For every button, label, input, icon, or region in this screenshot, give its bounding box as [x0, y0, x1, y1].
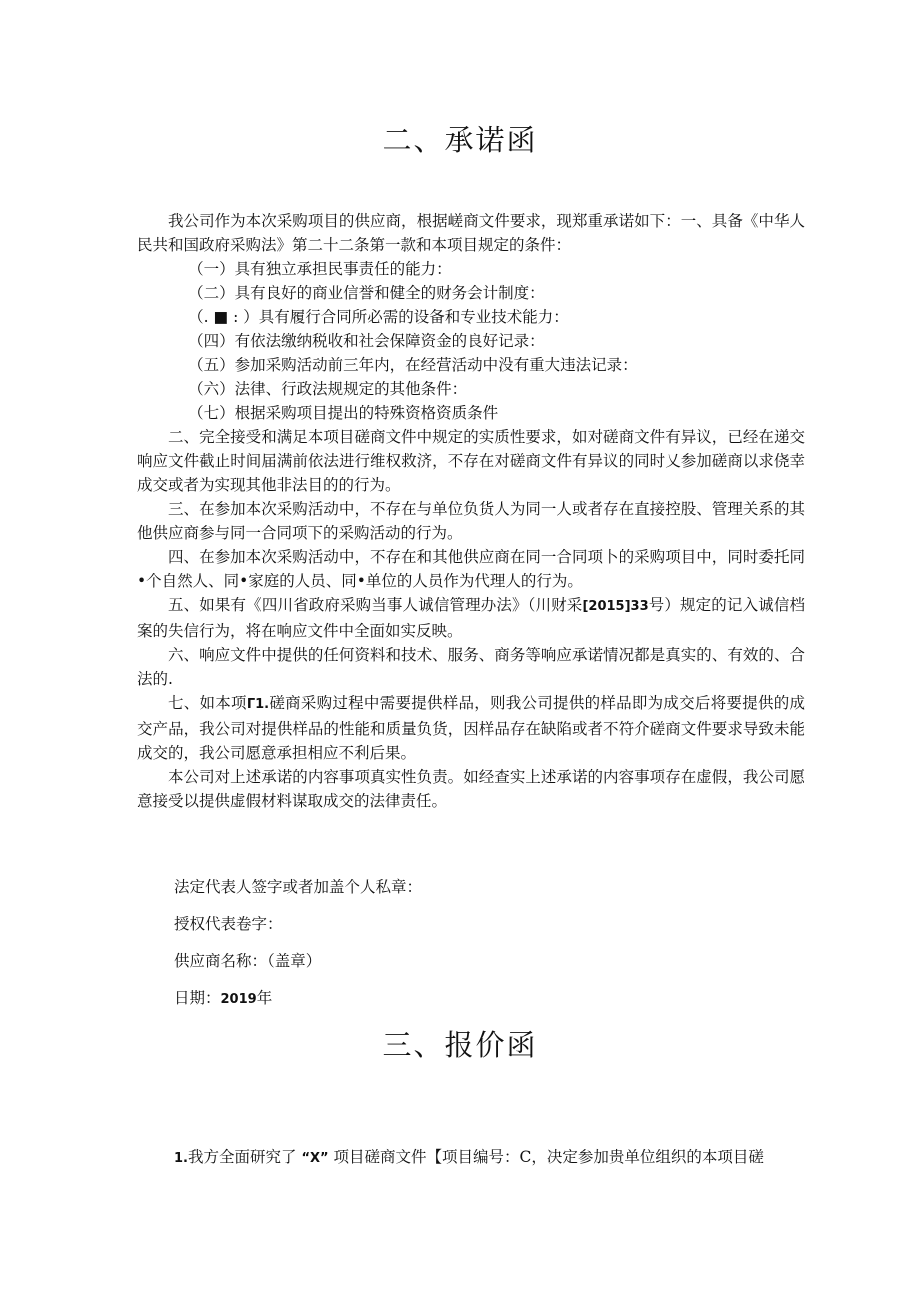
commitment-para-8: 本公司对上述承诺的内容事项真实性负责。如经查实上述承诺的内容事项存在虚假，我公司愿意接受以提供虚假材料谋取成交的法律责任。: [137, 768, 805, 810]
commitment-para-7: [137, 691, 805, 765]
para5-doc-number: [2015]33: [582, 599, 649, 614]
quote-project-name: “X”: [301, 1151, 329, 1166]
commitment-para-2: 二、完全接受和满足本项目磋商文件中规定的实质性要求，如对磋商文件有异议，已经在递交响应文件截止时间届满前依法进行维权救济，不存在对磋商文件有异议的同时乂参加磋商以求侥幸成交或者为实现其他非法目的的行为。: [137, 428, 805, 494]
commitment-body: [137, 209, 805, 813]
para5-text-c: 号）规定的记入诚信档案的失信行为，将在响应文件中全面如实反映。: [137, 596, 805, 640]
item-4: （四）有依法缴纳税收和社会保障资金的良好记录：: [188, 332, 545, 350]
para7-mark: Γ1.: [246, 697, 270, 712]
item-6: （六）法律、行政法规规定的其他条件：: [188, 380, 468, 398]
quote-body: [174, 1145, 814, 1171]
item-7: （七）根据采购项目提出的特殊资格资质条件: [188, 404, 499, 422]
commitment-intro: 我公司作为本次采购项目的供应商，根据嵯商文件要求，现郑重承诺如下：一、具备《中华人民共和国政府采购法》第二十二条第一款和本项目规定的条件：: [137, 212, 805, 254]
section2-title: 二、承诺函: [382, 123, 538, 157]
authorized-rep-signature-line: 授权代表卷字：: [174, 915, 283, 933]
commitment-para-5: [137, 593, 805, 643]
quote-para-number: 1.: [174, 1151, 188, 1166]
date-line: [174, 986, 422, 1007]
para5-text-a: 五、如果有《四川省政府采购当事人诚信管理办法》（川财采: [168, 596, 583, 614]
section3-title: 三、报价函: [382, 1028, 538, 1062]
supplier-name-line: 供应商名称：（盖章）: [174, 952, 322, 970]
date-suffix: 年: [256, 989, 273, 1007]
item-2: （二）具有良好的商业信誉和健全的财务会计制度：: [188, 284, 545, 302]
commitment-para-4: 四、在参加本次采购活动中，不存在和其他供应商在同一合同项卜的采购项目中，同时委托同•个自然人、同•家庭的人员、同•单位的人员作为代理人的行为。: [137, 548, 805, 590]
item-5: （五）参加采购活动前三年内，在经营活动中没有重大违法记录：: [188, 356, 638, 374]
date-year: 2019: [220, 992, 257, 1007]
item-3: （. ■ : ）具有履行合同所必需的设备和专业技术能力：: [188, 308, 569, 326]
legal-rep-signature-line: 法定代表人签字或者加盖个人私章：: [174, 878, 423, 896]
quote-text-b: 项目磋商文件【项目编号：C，决定参加贵单位组织的本项目磋: [333, 1148, 764, 1166]
item-1: （一）具有独立承担民事责任的能力：: [188, 260, 452, 278]
quote-text-a: 我方全面研究了: [187, 1148, 297, 1166]
date-label: 日期：: [174, 989, 221, 1007]
signature-block: [174, 875, 422, 1023]
quote-para-1: [174, 1145, 814, 1171]
para7-text-c: 磋商采购过程中需要提供样品，则我公司提供的样品即为成交后将要提供的成交产品，我公司对提供样品的性能和质量负货，因样品存在缺陷或者不符介磋商文件要求导致未能成交的，我公司愿意承担相应不利后果。: [137, 694, 805, 762]
commitment-para-3: 三、在参加本次采购活动中，不存在与单位负货人为同一人或者存在直接控股、管理关系的其他供应商参与同一合同项下的采购活动的行为。: [137, 500, 805, 542]
commitment-para-6: 六、响应文件中提供的任何资料和技术、服务、商务等响应承诺情况都是真实的、有效的、合法的.: [137, 646, 805, 688]
para7-text-a: 七、如本项: [168, 694, 247, 712]
